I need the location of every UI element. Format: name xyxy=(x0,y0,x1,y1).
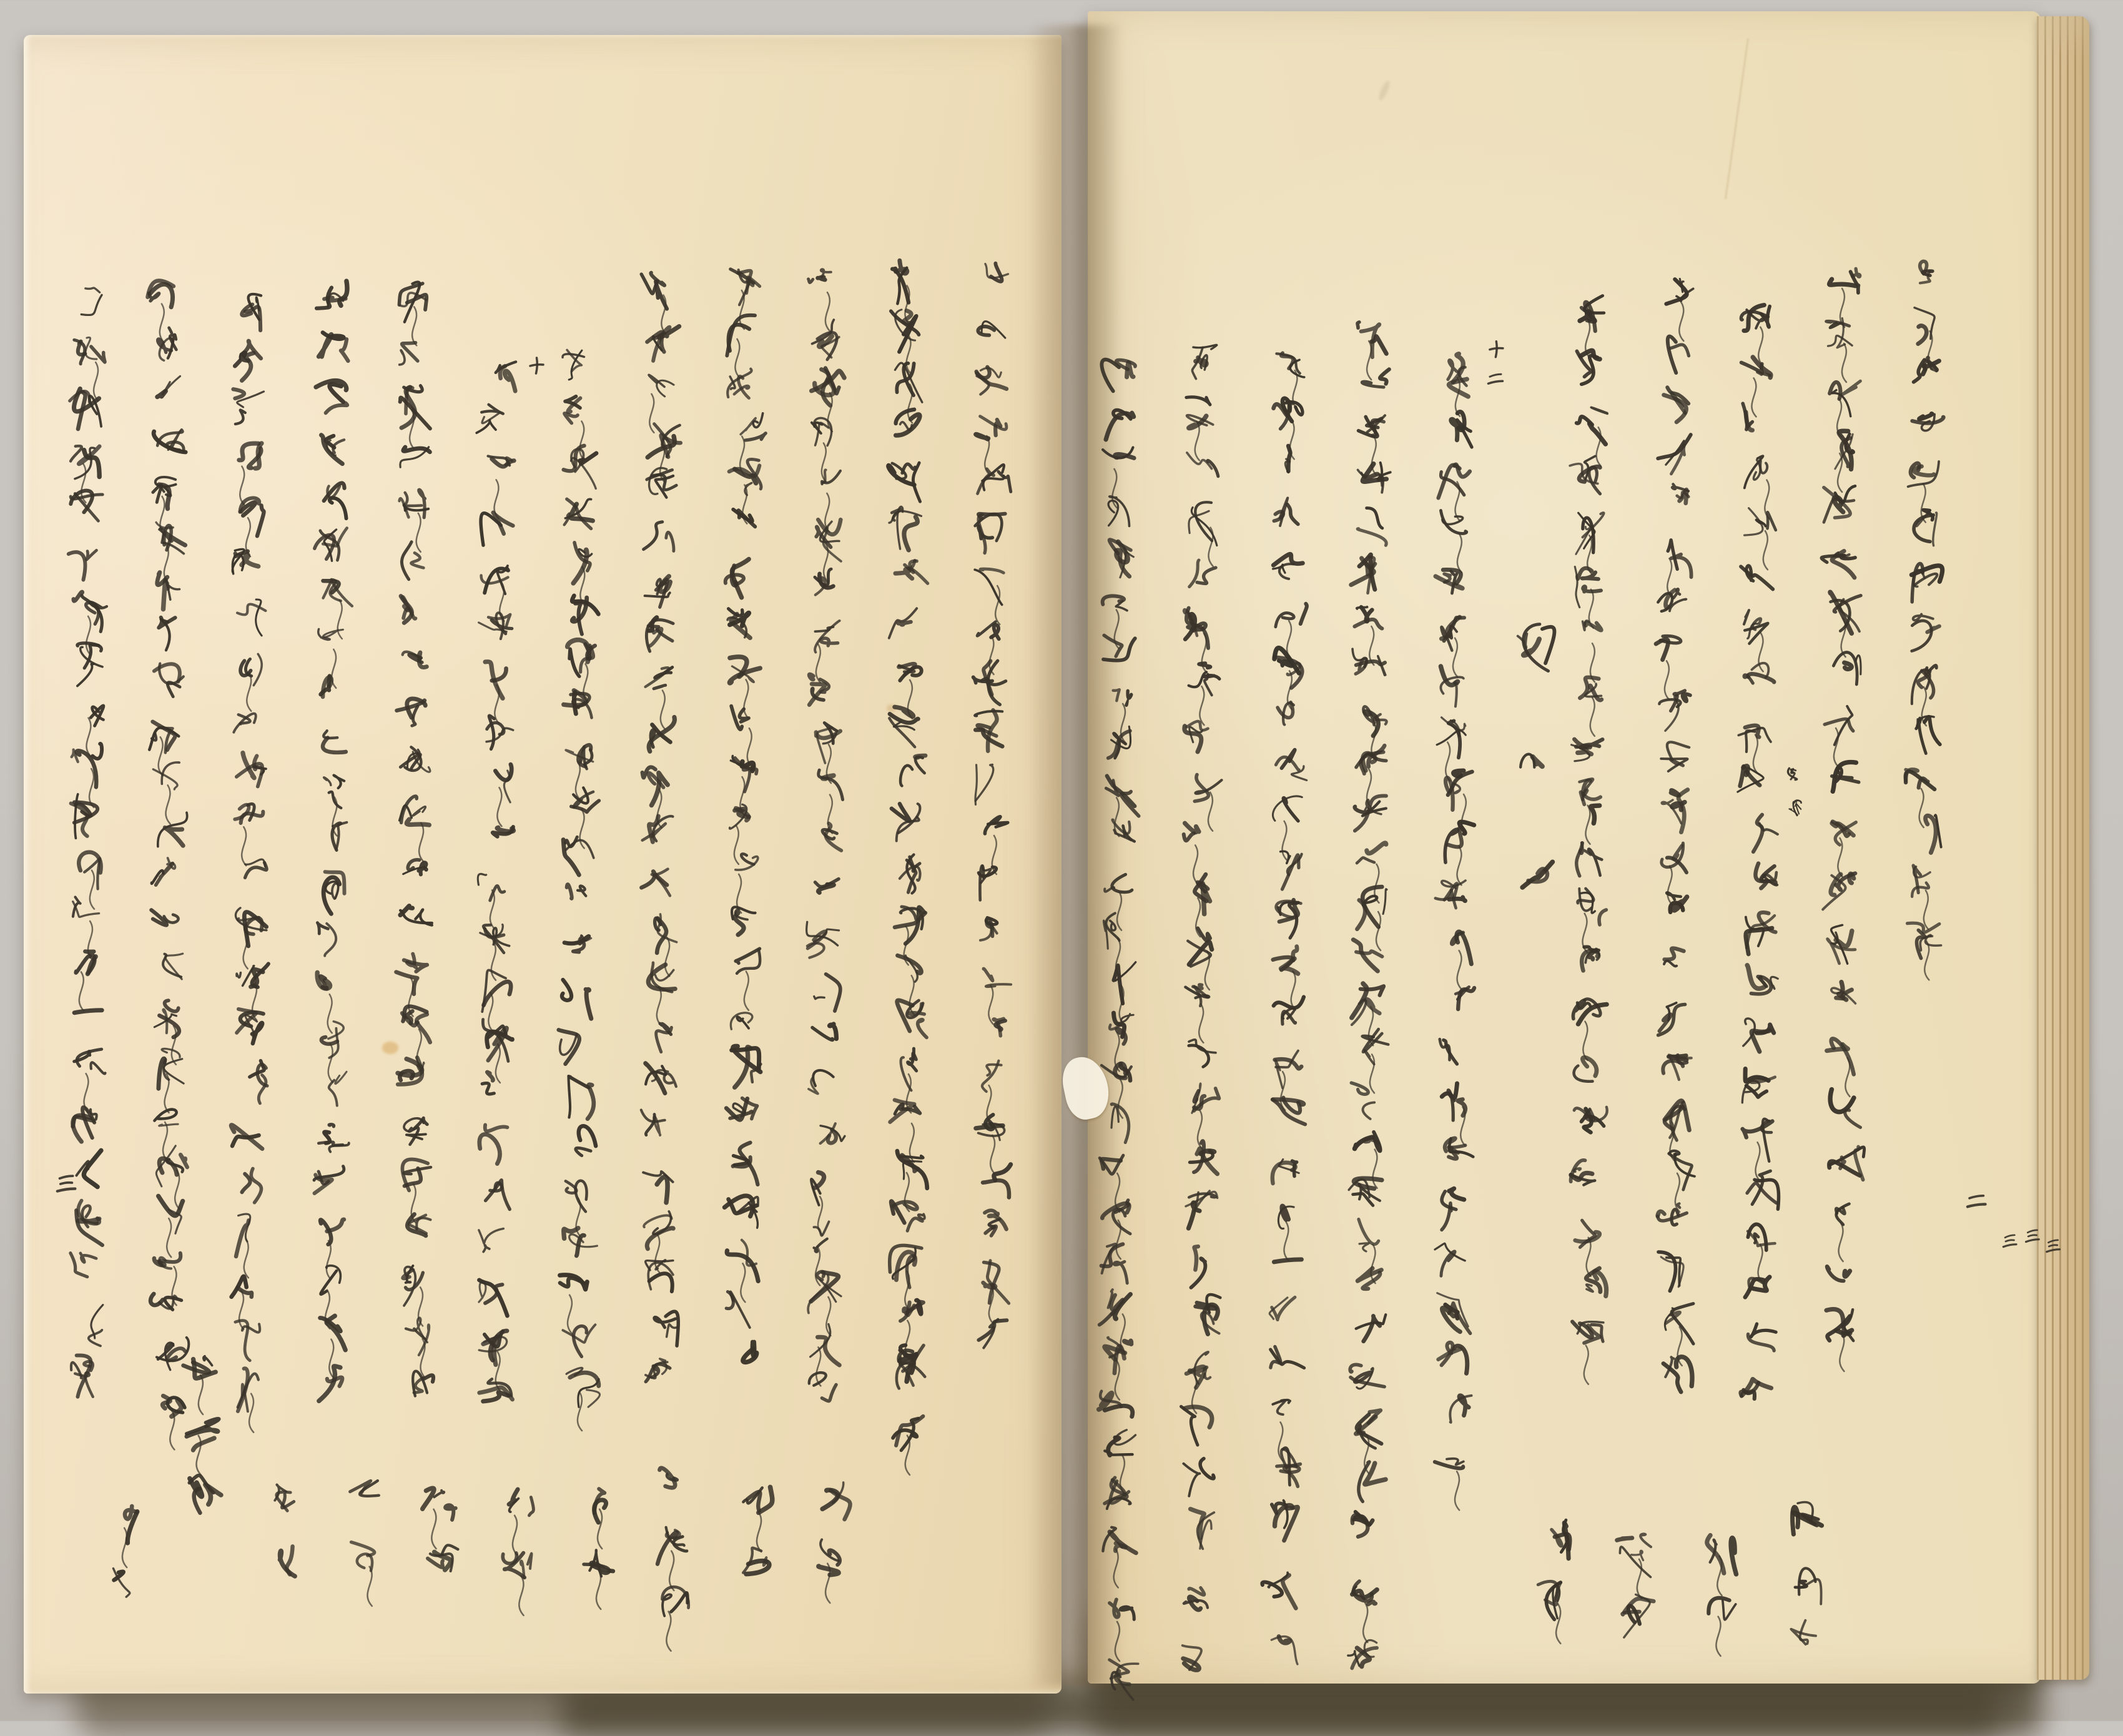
poet-name-column xyxy=(113,1506,137,1597)
text-column xyxy=(476,362,516,1401)
poet-name-column xyxy=(423,1488,458,1571)
poet-name-column xyxy=(183,1356,220,1513)
text-column xyxy=(724,269,766,1362)
poet-name-column xyxy=(584,1489,613,1609)
text-column xyxy=(396,282,433,1396)
text-column xyxy=(1570,296,1607,1384)
text-column xyxy=(1099,360,1139,1588)
calligraphy-page-left xyxy=(57,260,1011,1651)
text-column xyxy=(807,269,845,1401)
poet-name-column xyxy=(658,1468,689,1651)
text-column xyxy=(641,273,681,1382)
text-column xyxy=(231,294,268,1433)
text-column xyxy=(1656,279,1695,1392)
text-column xyxy=(1269,353,1307,1541)
poet-name-column xyxy=(1262,1572,1297,1664)
folio-number-mark xyxy=(1968,1196,1986,1207)
text-column xyxy=(559,350,600,1431)
text-column xyxy=(973,264,1012,1348)
poet-name-column xyxy=(1183,1588,1208,1670)
text-column xyxy=(1181,345,1222,1549)
calligraphy-page-right xyxy=(1099,261,1986,1700)
poet-name-column xyxy=(743,1487,772,1574)
text-column xyxy=(1435,354,1474,1511)
section-heading xyxy=(1518,624,1555,887)
poet-name-column xyxy=(1791,1502,1821,1645)
small-annotation xyxy=(530,358,543,373)
poet-name-column xyxy=(275,1485,295,1577)
text-column xyxy=(69,288,107,1397)
folio-number-mark xyxy=(57,1176,76,1191)
poet-name-column xyxy=(503,1489,533,1615)
poet-name-column xyxy=(1110,1599,1138,1700)
text-column xyxy=(1349,322,1390,1537)
poet-name-column xyxy=(1348,1581,1377,1668)
poet-name-column xyxy=(350,1481,379,1606)
fore-edge-folio-marks xyxy=(2003,1230,2059,1252)
poet-name-column xyxy=(1538,1520,1570,1644)
poet-name-column xyxy=(893,1351,925,1475)
text-column xyxy=(889,260,928,1386)
fore-edge-mark xyxy=(2047,1240,2060,1252)
poet-name-column xyxy=(1617,1534,1654,1637)
text-column xyxy=(1821,269,1864,1371)
text-column xyxy=(1905,261,1944,980)
small-annotation xyxy=(1488,342,1502,384)
fore-edge-mark xyxy=(2026,1230,2039,1242)
text-column xyxy=(314,281,352,1401)
fore-edge-mark xyxy=(2003,1235,2016,1247)
small-annotation xyxy=(1788,768,1801,816)
text-column xyxy=(1738,305,1779,1399)
poet-name-column xyxy=(1707,1536,1736,1656)
poet-name-column xyxy=(819,1482,850,1603)
text-column xyxy=(147,280,189,1449)
